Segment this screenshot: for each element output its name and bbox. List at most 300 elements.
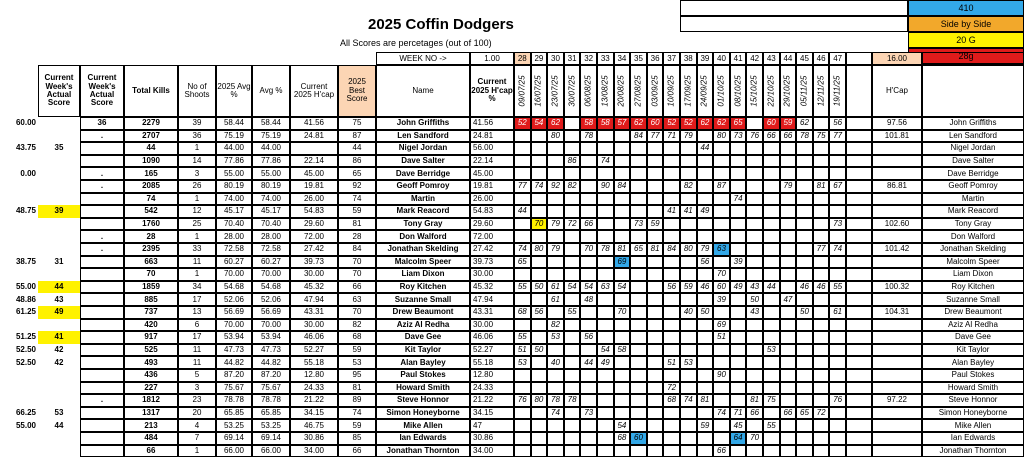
weekly-score [547, 344, 564, 357]
weekly-score: 54 [597, 344, 614, 357]
weekly-score: 75 [763, 394, 780, 407]
weekly-score [647, 293, 664, 306]
weekly-score [647, 319, 664, 332]
player-name: Martin [376, 193, 470, 206]
weekly-score: 46 [697, 281, 714, 294]
flag [80, 218, 124, 231]
weekly-score: 60 [647, 117, 664, 130]
total-kills: 1859 [124, 281, 178, 294]
weekly-score [663, 193, 680, 206]
week-number: 28 [514, 52, 531, 65]
prev-score [0, 155, 38, 168]
week-date: 15/10/25 [746, 65, 763, 117]
player-name-right: John Griffiths [922, 117, 1024, 130]
weekly-score [763, 205, 780, 218]
weekly-score [614, 445, 631, 458]
actual-score [38, 394, 80, 407]
week-number: 29 [531, 52, 548, 65]
player-name: Liam Dixon [376, 268, 470, 281]
weekly-score [597, 394, 614, 407]
current-hcap: 56.00 [470, 142, 514, 155]
weekly-score [763, 293, 780, 306]
week-number: 45 [796, 52, 813, 65]
weekly-score [614, 205, 631, 218]
current-hcap: 45.32 [470, 281, 514, 294]
weekly-score [547, 382, 564, 395]
weekly-score [614, 130, 631, 143]
current-hcap: 22.14 [470, 155, 514, 168]
avg: 70.00 [252, 268, 290, 281]
blank [846, 230, 872, 243]
shoots: 1 [178, 268, 216, 281]
weekly-score: 78 [580, 130, 597, 143]
weekly-score [746, 268, 763, 281]
weekly-score [713, 256, 730, 269]
flag [80, 306, 124, 319]
weekly-score [614, 155, 631, 168]
flag [80, 319, 124, 332]
avg-2025: 66.00 [216, 445, 252, 458]
blank [846, 205, 872, 218]
weekly-score: 50 [796, 306, 813, 319]
weekly-score: 78 [796, 130, 813, 143]
actual-score [38, 167, 80, 180]
avg: 44.00 [252, 142, 290, 155]
avg-2025: 53.25 [216, 419, 252, 432]
weekly-score [630, 356, 647, 369]
avg: 70.40 [252, 218, 290, 231]
weekly-score [630, 193, 647, 206]
flag [80, 356, 124, 369]
avg-2025: 56.69 [216, 306, 252, 319]
weekly-score [680, 256, 697, 269]
weekly-score [746, 382, 763, 395]
player-name: Don Walford [376, 230, 470, 243]
weekly-score [813, 356, 830, 369]
prev-score [0, 382, 38, 395]
weekly-score [580, 180, 597, 193]
avg-2025: 45.17 [216, 205, 252, 218]
total-kills: 542 [124, 205, 178, 218]
weekly-score: 77 [829, 130, 846, 143]
avg: 28.00 [252, 230, 290, 243]
weekly-score [796, 344, 813, 357]
weekly-score: 46 [813, 281, 830, 294]
avg: 77.86 [252, 155, 290, 168]
weekly-score [597, 369, 614, 382]
weekly-score [580, 445, 597, 458]
player-name-right: Drew Beaumont [922, 306, 1024, 319]
weekly-score: 81 [647, 243, 664, 256]
header-blank [680, 0, 908, 16]
weekly-score: 40 [680, 306, 697, 319]
shoots: 36 [178, 130, 216, 143]
weekly-score [746, 193, 763, 206]
weekly-score [713, 382, 730, 395]
actual-score: 49 [38, 306, 80, 319]
weekly-score [514, 432, 531, 445]
avg: 44.82 [252, 356, 290, 369]
weekly-score [763, 230, 780, 243]
weekly-score: 82 [547, 319, 564, 332]
actual-score: 39 [38, 205, 80, 218]
hcap-2025: 46.06 [290, 331, 338, 344]
best-score: 66 [338, 281, 376, 294]
weekly-score: 75 [813, 130, 830, 143]
actual-score: 44 [54, 420, 64, 430]
weekly-score [663, 268, 680, 281]
player-name-right: Ian Edwards [922, 432, 1024, 445]
weekly-score: 45 [730, 419, 747, 432]
weekly-score [796, 180, 813, 193]
weekly-score [780, 419, 797, 432]
weekly-score [647, 306, 664, 319]
player-name-right: Don Walford [922, 230, 1024, 243]
weekly-score [763, 256, 780, 269]
blank [846, 344, 872, 357]
weekly-score [630, 155, 647, 168]
flag: . [80, 167, 124, 180]
weekly-score [630, 268, 647, 281]
weekly-score [763, 243, 780, 256]
weekly-score [564, 293, 581, 306]
week-date: 08/10/25 [730, 65, 747, 117]
avg-2025: 74.00 [216, 193, 252, 206]
weekly-score: 86 [564, 155, 581, 168]
prev-score: 60.00 [15, 118, 36, 128]
flag: 36 [80, 117, 124, 130]
hcap-2025: 52.27 [290, 344, 338, 357]
weekly-score [547, 369, 564, 382]
weekly-score: 66 [746, 407, 763, 420]
weekly-score [663, 344, 680, 357]
current-hcap: 54.83 [470, 205, 514, 218]
weekly-score [829, 419, 846, 432]
weekly-score: 80 [547, 130, 564, 143]
player-name-right: Mike Allen [922, 419, 1024, 432]
weekly-score [796, 205, 813, 218]
weekly-score: 54 [614, 419, 631, 432]
player-name: Kit Taylor [376, 344, 470, 357]
weekly-score [663, 369, 680, 382]
weekly-score [829, 344, 846, 357]
weekly-score [531, 382, 548, 395]
weekly-score [580, 230, 597, 243]
blank [846, 382, 872, 395]
hcap-value [872, 445, 922, 458]
weekly-score [663, 167, 680, 180]
player-name-right: Len Sandford [922, 130, 1024, 143]
blank [846, 243, 872, 256]
weekly-score: 74 [547, 407, 564, 420]
weekly-score [564, 167, 581, 180]
weekly-score [730, 369, 747, 382]
weekly-score [580, 382, 597, 395]
weekly-score [713, 356, 730, 369]
weekly-score [647, 331, 664, 344]
weekly-score [763, 407, 780, 420]
weekly-score: 61 [547, 293, 564, 306]
weekly-score [746, 205, 763, 218]
weekly-score: 44 [580, 356, 597, 369]
prev-score [0, 369, 38, 382]
weekly-score: 79 [680, 130, 697, 143]
weekly-score: 73 [730, 130, 747, 143]
weekly-score [564, 432, 581, 445]
weekly-score [730, 180, 747, 193]
shoots: 34 [178, 281, 216, 294]
hcap-value [872, 369, 922, 382]
weekly-score [746, 142, 763, 155]
actual-score: 35 [54, 143, 64, 153]
weekly-score [813, 382, 830, 395]
weekly-score [630, 205, 647, 218]
weekly-score: 77 [514, 180, 531, 193]
weekly-score [780, 268, 797, 281]
weekly-score [829, 407, 846, 420]
weekly-score: 70 [713, 268, 730, 281]
weekly-score: 55 [829, 281, 846, 294]
weekly-score: 58 [614, 344, 631, 357]
actual-score: 53 [54, 408, 64, 418]
weekly-score [531, 142, 548, 155]
best-score: 28 [338, 230, 376, 243]
weekly-score [780, 331, 797, 344]
actual-score [38, 445, 80, 458]
blank [846, 52, 872, 65]
weekly-score [614, 394, 631, 407]
weekly-score: 43 [746, 306, 763, 319]
weekly-score [614, 230, 631, 243]
weekly-score [531, 445, 548, 458]
weekly-score: 55 [763, 419, 780, 432]
weekly-score [746, 331, 763, 344]
weekly-score [730, 218, 747, 231]
avg: 70.00 [252, 319, 290, 332]
weekly-score: 50 [746, 293, 763, 306]
hcap-2025: 47.94 [290, 293, 338, 306]
avg: 56.69 [252, 306, 290, 319]
weekly-score [763, 382, 780, 395]
weekly-score: 80 [531, 394, 548, 407]
weekly-score: 51 [514, 344, 531, 357]
weekly-score [630, 281, 647, 294]
weekly-score: 61 [829, 306, 846, 319]
prev-score [0, 268, 38, 281]
weekly-score [730, 344, 747, 357]
weekly-score [746, 419, 763, 432]
weekly-score [663, 256, 680, 269]
weekly-score: 56 [580, 331, 597, 344]
hcap-value: 102.60 [872, 218, 922, 231]
weekly-score [697, 445, 714, 458]
weekly-score [514, 419, 531, 432]
hcap-value [872, 344, 922, 357]
weekly-score [647, 382, 664, 395]
weekly-score [763, 218, 780, 231]
weekly-score: 69 [713, 319, 730, 332]
weekly-score [547, 193, 564, 206]
weekly-score [531, 407, 548, 420]
total-kills: 1317 [124, 407, 178, 420]
weekly-score [547, 142, 564, 155]
avg-2025: 44.82 [216, 356, 252, 369]
player-name: Alan Bayley [376, 356, 470, 369]
hcap-2025: 41.56 [290, 117, 338, 130]
weekly-score [531, 167, 548, 180]
avg: 65.85 [252, 407, 290, 420]
player-name: John Griffiths [376, 117, 470, 130]
avg: 52.06 [252, 293, 290, 306]
weekly-score [813, 293, 830, 306]
actual-score [38, 218, 80, 231]
player-name-right: Mark Reacord [922, 205, 1024, 218]
best-score: 59 [338, 419, 376, 432]
weekly-score: 71 [730, 407, 747, 420]
weekly-score [763, 432, 780, 445]
prev-score: 48.86 [15, 294, 36, 304]
prev-score [0, 243, 38, 256]
weekly-score [647, 193, 664, 206]
weekly-score [813, 344, 830, 357]
weekly-score [564, 369, 581, 382]
weekly-score [580, 319, 597, 332]
weekly-score [647, 369, 664, 382]
flag: . [80, 130, 124, 143]
current-hcap: 21.22 [470, 394, 514, 407]
weekly-score [564, 356, 581, 369]
weekly-score [597, 193, 614, 206]
weekly-score [730, 155, 747, 168]
weekly-score [580, 193, 597, 206]
player-name-right: Suzanne Small [922, 293, 1024, 306]
header-best: 2025 Best Score [338, 65, 376, 117]
weekly-score: 41 [663, 205, 680, 218]
weekly-score: 60 [763, 117, 780, 130]
hcap-2025: 29.60 [290, 218, 338, 231]
weekly-score [730, 205, 747, 218]
current-hcap: 39.73 [470, 256, 514, 269]
best-score: 44 [338, 142, 376, 155]
weekly-score [829, 268, 846, 281]
weekly-score [796, 293, 813, 306]
total-kills: 2279 [124, 117, 178, 130]
weekly-score [514, 142, 531, 155]
weekly-score [697, 331, 714, 344]
week-date: 27/08/25 [630, 65, 647, 117]
player-name-right: Martin [922, 193, 1024, 206]
avg-2025: 87.20 [216, 369, 252, 382]
week-date: 09/07/25 [514, 65, 531, 117]
weekly-score [564, 319, 581, 332]
shoots: 3 [178, 382, 216, 395]
weekly-score [647, 344, 664, 357]
weekly-score: 65 [730, 117, 747, 130]
weekly-score [746, 369, 763, 382]
weekly-score: 49 [730, 281, 747, 294]
blank [846, 356, 872, 369]
player-name: Tony Gray [376, 218, 470, 231]
avg: 58.44 [252, 117, 290, 130]
player-name-right: Dave Berridge [922, 167, 1024, 180]
weekly-score [597, 293, 614, 306]
avg-2025: 70.00 [216, 319, 252, 332]
weekly-score: 68 [614, 432, 631, 445]
weekly-score: 60 [713, 281, 730, 294]
weekly-score [630, 382, 647, 395]
current-hcap: 29.60 [470, 218, 514, 231]
weekly-score [829, 382, 846, 395]
player-name: Malcolm Speer [376, 256, 470, 269]
hcap-2025: 19.81 [290, 180, 338, 193]
weekly-score [630, 445, 647, 458]
current-hcap: 34.15 [470, 407, 514, 420]
weekly-score [580, 394, 597, 407]
weekly-score [580, 167, 597, 180]
avg: 45.17 [252, 205, 290, 218]
weekly-score [580, 306, 597, 319]
total-kills: 227 [124, 382, 178, 395]
header-total-kills: Total Kills [124, 65, 178, 117]
weekly-score: 66 [713, 445, 730, 458]
blank [846, 256, 872, 269]
avg-2025: 72.58 [216, 243, 252, 256]
weekly-score [730, 268, 747, 281]
weekly-score [663, 155, 680, 168]
week-number: 44 [780, 52, 797, 65]
total-kills: 44 [124, 142, 178, 155]
weekly-score: 53 [680, 356, 697, 369]
weekly-score [580, 142, 597, 155]
weekly-score [763, 369, 780, 382]
player-name: Dave Gee [376, 331, 470, 344]
blank [846, 155, 872, 168]
prev-score [0, 394, 38, 407]
weekly-score [547, 306, 564, 319]
weekly-score: 41 [680, 205, 697, 218]
player-name: Mike Allen [376, 419, 470, 432]
weekly-score [746, 344, 763, 357]
weekly-score: 73 [580, 407, 597, 420]
avg: 53.94 [252, 331, 290, 344]
header-cur-actual-2: Current Week's Actual Score [80, 65, 124, 117]
total-kills: 436 [124, 369, 178, 382]
weekly-score: 56 [697, 256, 714, 269]
prev-score: 66.25 [15, 408, 36, 418]
weekly-score [597, 142, 614, 155]
blank [846, 281, 872, 294]
weekly-score: 44 [514, 205, 531, 218]
prev-score: 52.50 [15, 345, 36, 355]
weekly-score [647, 167, 664, 180]
weekly-score [763, 306, 780, 319]
weekly-score [829, 445, 846, 458]
weekly-score [746, 155, 763, 168]
hcap-value [872, 419, 922, 432]
player-name: Dave Salter [376, 155, 470, 168]
weekly-score: 71 [663, 130, 680, 143]
weekly-score [647, 445, 664, 458]
hcap-2025: 12.80 [290, 369, 338, 382]
weekly-score: 82 [680, 180, 697, 193]
weekly-score: 55 [564, 306, 581, 319]
weekly-score [780, 369, 797, 382]
total-kills: 2395 [124, 243, 178, 256]
weekly-score: 50 [531, 344, 548, 357]
weekly-score: 65 [514, 256, 531, 269]
weekly-score [531, 432, 548, 445]
actual-score: 44 [38, 281, 80, 294]
